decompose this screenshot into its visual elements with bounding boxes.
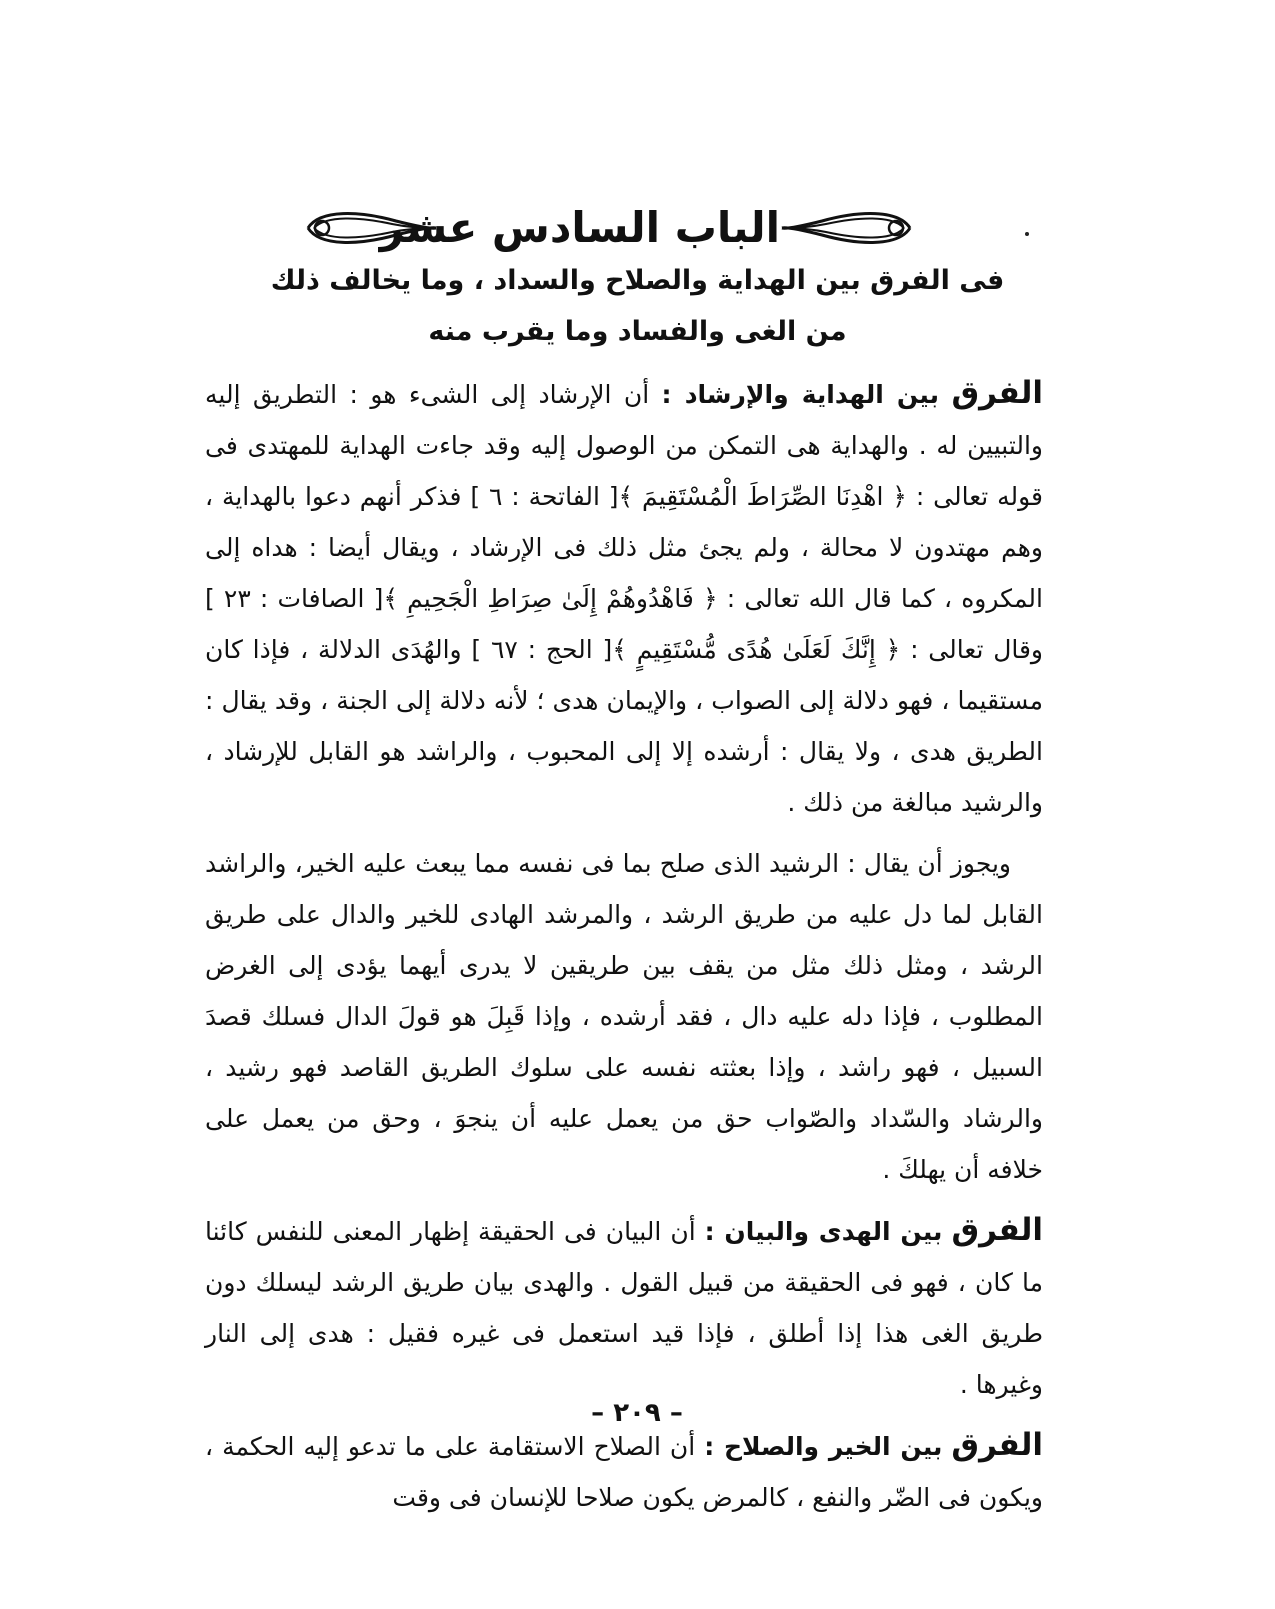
paragraph-text: أن الإرشاد إلى الشىء هو : التطريق إليه والتبيين له . والهداية هى التمكن من الوصول إليه وقد جاءت الهداية للمهتدى فى قوله تعالى : ﴿ اهْدِنَا الصِّرَاطَ الْمُسْتَقِيمَ ﴾[ الفاتحة : ٦ ] فذكر أنهم دعوا بالهداية ، وهم مهتدون لا محالة ، ولم يجئ مثل ذلك فى الإرشاد ، ويقال أيضا : هداه إلى المكروه ، كما قال الله تعالى : ﴿ فَاهْدُوهُمْ إِلَىٰ صِرَاطِ الْجَحِيمِ ﴾[ الصافات : ٢٣ ] وقال تعالى : ﴿ إِنَّكَ لَعَلَىٰ هُدًى مُّسْتَقِيمٍ ﴾[ الحج : ٦٧ ] والهُدَى الدلالة ، فإذا كان مستقيما ، فهو دلالة إلى الصواب ، والإيمان هدى ؛ لأنه دلالة إلى الجنة ، وقد يقال : الطريق هدى ، ولا يقال : أرشده إلا إلى المحبوب ، والراشد هو القابل للإرشاد ، والرشيد مبالغة من ذلك . (205, 380, 1044, 817)
section-heading: بين الخير والصلاح : (704, 1432, 943, 1461)
chapter-subtitle-line-1: فى الفرق بين الهداية والصلاح والسداد ، وما يخالف ذلك (270, 265, 1005, 296)
paragraph-huda-bayan (205, 1205, 1043, 1410)
section-lead-word: الفرق (951, 1427, 1043, 1463)
paragraph-rashid (205, 838, 1043, 1195)
chapter-subtitle-line-2: من الغى والفساد وما يقرب منه (428, 316, 847, 347)
print-speck (1025, 232, 1029, 236)
body-text (205, 368, 1043, 1533)
section-heading: بين الهدى والبيان : (704, 1217, 943, 1246)
chapter-title: الباب السادس عشر (379, 203, 780, 252)
paragraph-text: أن البيان فى الحقيقة إظهار المعنى للنفس كائنا ما كان ، فهو فى الحقيقة من قبيل القول . والهدى بيان طريق الرشد ليسلك دون طريق الغى هذا إذا أطلق ، فإذا قيد استعمل فى غيره فقيل : هدى إلى النار وغيرها . (205, 1217, 1043, 1399)
page-number: – ٢٠٩ – (591, 1398, 683, 1428)
section-lead-word: الفرق (951, 375, 1044, 411)
section-heading: بين الهداية والإرشاد : (661, 380, 940, 409)
paragraph-hidaya-irshad (205, 368, 1043, 828)
paragraph-text: ويجوز أن يقال : الرشيد الذى صلح بما فى نفسه مما يبعث عليه الخير، والراشد القابل لما دل عليه من طريق الرشد ، والمرشد الهادى للخير والدال على طريق الرشد ، ومثل ذلك مثل من يقف بين طريقين لا يدرى أيهما يؤدى إلى الغرض المطلوب ، فإذا دله عليه دال ، فقد أرشده ، وإذا قَبِلَ هو قولَ الدال فسلك قصدَ السبيل ، فهو راشد ، وإذا بعثته نفسه على سلوك الطريق القاصد فهو رشيد ، والرشاد والسّداد والصّواب حق من يعمل عليه أن ينجوَ ، وحق من يعمل على خلافه أن يهلكَ . (205, 849, 1043, 1184)
right-scroll-ornament (778, 205, 918, 251)
paragraph-khayr-salah (205, 1420, 1043, 1523)
section-lead-word: الفرق (951, 1212, 1044, 1248)
paragraph-text: أن الصلاح الاستقامة على ما تدعو إليه الحكمة ، ويكون فى الضّر والنفع ، كالمرض يكون صلاحا للإنسان فى وقت (205, 1432, 1043, 1512)
